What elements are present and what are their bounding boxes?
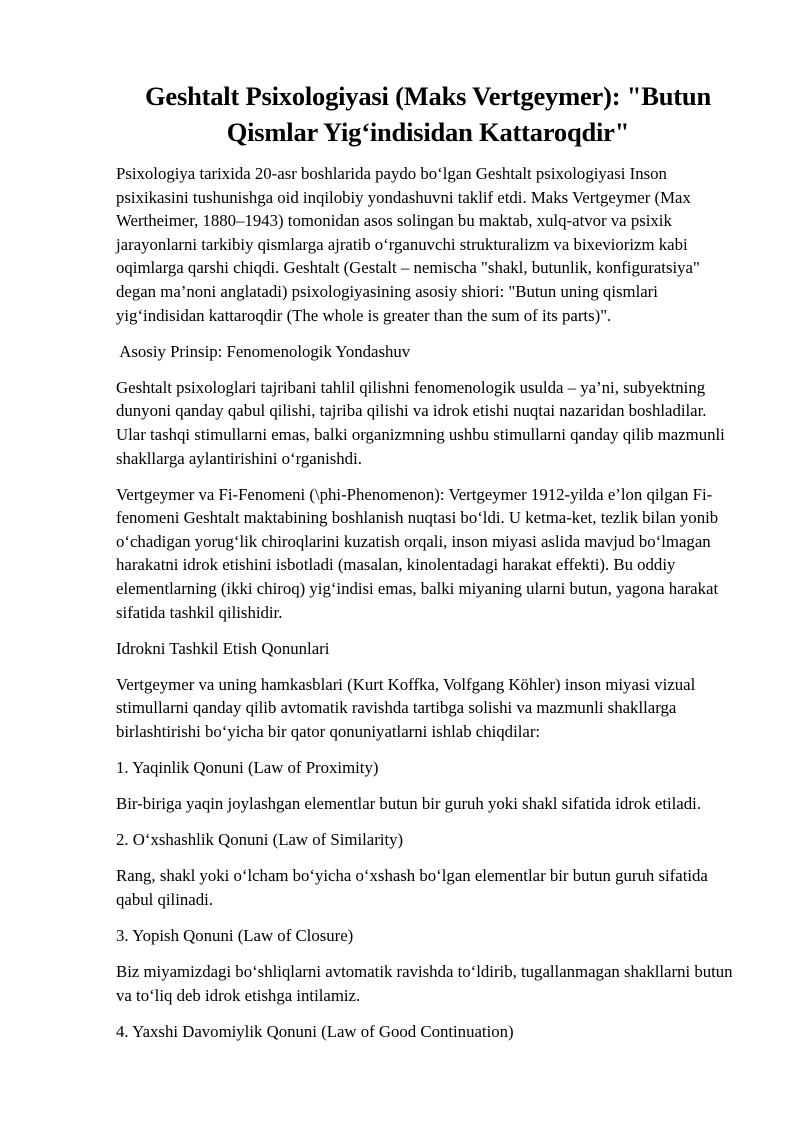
phi-phenomenon-paragraph: Vertgeymer va Fi-Fenomeni (\phi-Phenomenon): Vertgeymer 1912-yilda e’lon qilgan Fi-fenomeni Geshtalt maktabining boshlanish nuqtasi bo‘ldi. U ketma-ket, tezlik bilan yonib o‘chadigan yorug‘lik chiroqlarini kuzatish orqali, inson miyasi aslida mavjud bo‘lmagan harakatni idrok etishini isbotladi (masalan, kinolentadagi harakat effekti). Bu oddiy elementlarning (ikki chiroq) yig‘indisi emas, balki miyaning ularni butun, yagona harakat sifatida tashkil qilishidir. (116, 484, 719, 622)
law-text-similarity: Rang, shakl yoki o‘lcham bo‘yicha o‘xshash bo‘lgan elementlar bir butun guruh sifatida qabul qilinadi. (116, 866, 708, 909)
intro-paragraph: Psixologiya tarixida 20-asr boshlarida paydo bo‘lgan Geshtalt psixologiyasi Inson psixikasini tushunishga oid inqilobiy yondashuvni taklif etdi. Maks Vertgeymer (Max Wertheimer, 1880–1943) tomonidan asos solingan bu maktab, xulq-atvor va psixik jarayonlarni tarkibiy qismlarga ajratib o‘rganuvchi strukturalizm va bixeviorizm kabi oqimlarga qarshi chiqdi. Geshtalt (Gestalt – nemischa "shakl, butunlik, konfiguratsiya" degan ma’noni anglatadi) psixologiyasining asosiy shiori: "Butun uning qismlari yig‘indisidan kattaroqdir (The whole is greater than the sum of its parts)". (116, 164, 700, 325)
law-heading-continuation: 4. Yaxshi Davomiylik Qonuni (Law of Good Continuation) (116, 1021, 514, 1041)
laws-intro-paragraph: Vertgeymer va uning hamkasblari (Kurt Koffka, Volfgang Köhler) inson miyasi vizual stimullarni qanday qilib avtomatik ravishda tartibga solishi va mazmunli shakllarga birlashtirishi bo‘yicha bir qator qonuniyatlarni ishlab chiqdilar: (116, 674, 696, 741)
law-text-closure: Biz miyamizdagi bo‘shliqlarni avtomatik ravishda to‘ldirib, tugallanmagan shakllarni butun va to‘liq deb idrok etishga intilamiz. (116, 962, 733, 1005)
phenomenology-paragraph: Geshtalt psixologlari tajribani tahlil qilishni fenomenologik usulda – ya’ni, subyektning dunyoni qanday qabul qilishi, tajriba qilishi va idrok etishi nuqtai nazaridan boshladilar. Ular tashqi stimullarni emas, balki organizmning ushbu stimullarni qanday qilib mazmunli shakllarga aylantirishini o‘rganishdi. (116, 377, 725, 468)
law-text-proximity: Bir-biriga yaqin joylashgan elementlar butun bir guruh yoki shakl sifatida idrok etiladi. (116, 794, 702, 814)
document-body (116, 78, 740, 1056)
law-heading-proximity: 1. Yaqinlik Qonuni (Law of Proximity) (116, 758, 379, 778)
document-title: Geshtalt Psixologiyasi (Maks Vertgeymer): "Butun Qismlar Yig‘indisidan Kattaroqdir" (145, 81, 711, 147)
section-heading-principle: Asosiy Prinsip: Fenomenologik Yondashuv (116, 341, 411, 361)
law-heading-similarity: 2. O‘xshashlik Qonuni (Law of Similarity) (116, 830, 404, 850)
law-heading-closure: 3. Yopish Qonuni (Law of Closure) (116, 926, 354, 946)
section-heading-laws: Idrokni Tashkil Etish Qonunlari (116, 638, 330, 658)
